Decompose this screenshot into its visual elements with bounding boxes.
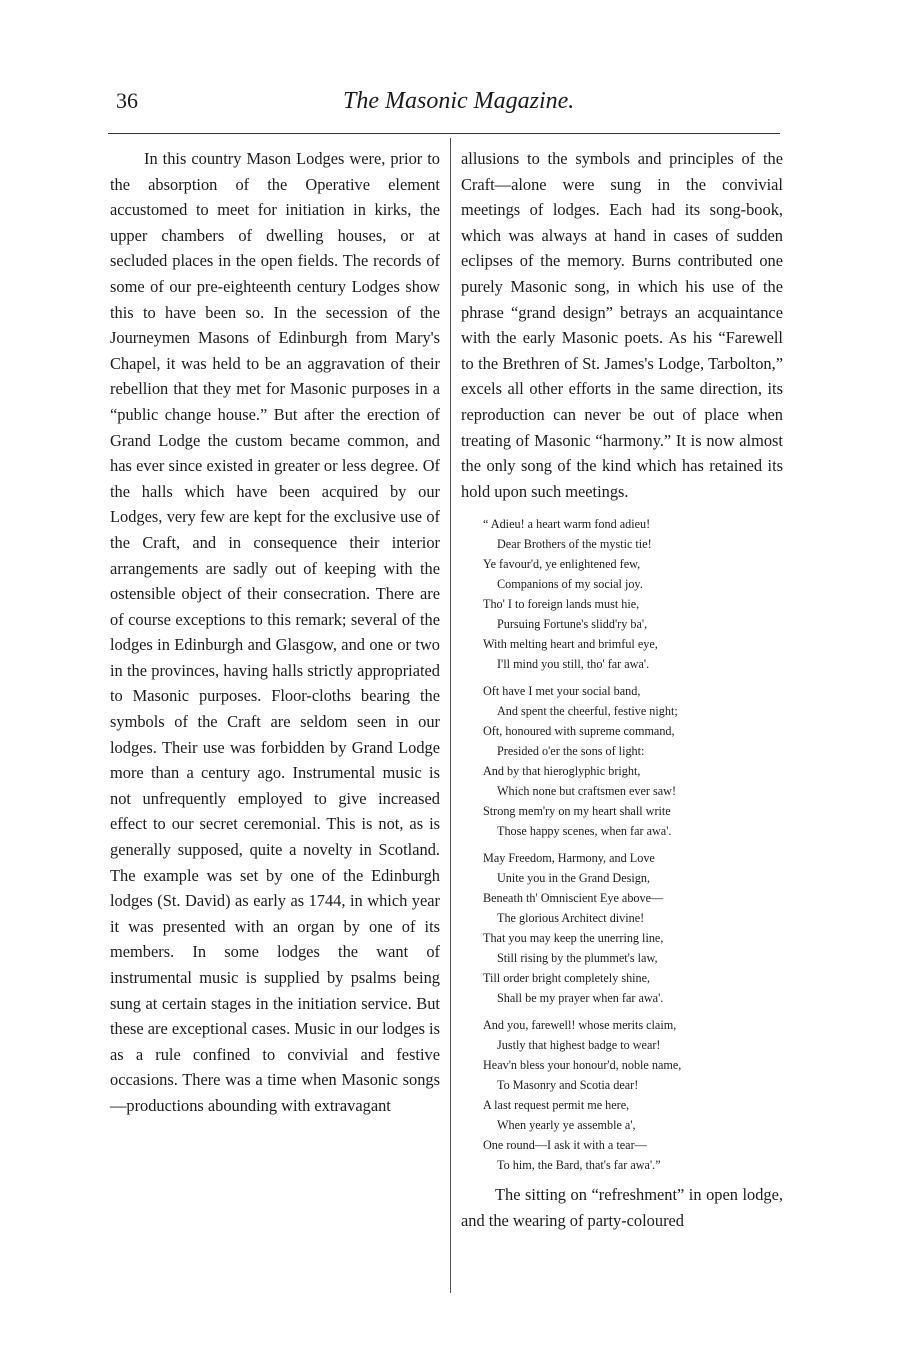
poem-line: Strong mem'ry on my heart shall write	[483, 804, 671, 819]
header-rule	[108, 133, 780, 134]
poem-line: May Freedom, Harmony, and Love	[483, 851, 655, 866]
poem-line: And by that hieroglyphic bright,	[483, 764, 641, 779]
poem-line: Shall be my prayer when far awa'.	[497, 991, 664, 1006]
poem-line: Pursuing Fortune's slidd'ry ba',	[497, 617, 648, 632]
poem-line: Those happy scenes, when far awa'.	[497, 824, 672, 839]
poem-line: A last request permit me here,	[483, 1098, 630, 1113]
running-title: The Masonic Magazine.	[343, 88, 575, 114]
poem-stanza-3	[483, 848, 783, 1008]
poem-line: And you, farewell! whose merits claim,	[483, 1018, 677, 1033]
poem-line: Oft, honoured with supreme command,	[483, 724, 675, 739]
poem-line: Oft have I met your social band,	[483, 684, 641, 699]
poem-stanza-1	[483, 514, 783, 674]
left-column	[110, 146, 440, 1119]
poem-line: The glorious Architect divine!	[497, 911, 645, 926]
body-paragraph-continued: allusions to the symbols and principles of the Craft—alone were sung in the convivial meetings of lodges. Each had its song-book, which was always at hand in cases of sudden eclipses of the memory. Burns contributed one purely Masonic song, in which his use of the phrase “grand design” betrays an acquaintance with the early Masonic poets. As his “Farewell to the Brethren of St. James's Lodge, Tarbolton,” excels all other efforts in the same direction, its reproduction can never be out of place when treating of Masonic “harmony.” It is now almost the only song of the kind which has retained its hold upon such meetings.	[461, 149, 783, 501]
poem-line: Still rising by the plummet's law,	[497, 951, 658, 966]
closing-paragraph	[461, 1182, 783, 1233]
poem-line: Till order bright completely shine,	[483, 971, 651, 986]
column-divider	[450, 138, 451, 1293]
poem-line: Dear Brothers of the mystic tie!	[497, 537, 652, 552]
poem	[483, 514, 783, 1175]
poem-line: I'll mind you still, tho' far awa'.	[497, 657, 650, 672]
poem-line: Tho' I to foreign lands must hie,	[483, 597, 640, 612]
page-header	[108, 88, 780, 128]
poem-line: Heav'n bless your honour'd, noble name,	[483, 1058, 682, 1073]
poem-line: To him, the Bard, that's far awa'.”	[497, 1158, 661, 1173]
poem-stanza-4	[483, 1015, 783, 1175]
body-paragraph-next: The sitting on “refreshment” in open lodge, and the wearing of party-coloured	[461, 1185, 783, 1230]
body-paragraph: In this country Mason Lodges were, prior to the absorption of the Operative element accustomed to meet for initiation in kirks, the upper chambers of dwelling houses, or at secluded places in the open fields. The records of some of our pre-eighteenth century Lodges show this to have been so. In the secession of the Journeymen Masons of Edinburgh from Mary's Chapel, it was held to be an aggravation of their rebellion that they met for Masonic purposes in a “public change house.” But after the erection of Grand Lodge the custom became common, and has ever since existed in greater or less degree. Of the halls which have been acquired by our Lodges, very few are kept for the exclusive use of the Craft, and in consequence their interior arrangements are sadly out of keeping with the ostensible object of their consecration. There are of course exceptions to this remark; several of the lodges in Edinburgh and Glasgow, and one or two in the provinces, having halls strictly appropriated to Masonic purposes. Floor-cloths bearing the symbols of the Craft are seldom seen in our lodges. Their use was forbidden by Grand Lodge more than a century ago. Instrumental music is not unfrequently employed to give increased effect to our secret ceremonial. This is not, as is generally supposed, quite a novelty in Scotland. The example was set by one of the Edinburgh lodges (St. David) as early as 1744, in which year it was presented with an organ by one of its members. In some lodges the want of instrumental music is supplied by psalms being sung at certain stages in the initiation service. But these are exceptional cases. Music in our lodges is as a rule confined to convivial and festive occasions. There was a time when Masonic songs—productions abounding with extravagant	[110, 149, 440, 1115]
poem-line: Justly that highest badge to wear!	[497, 1038, 661, 1053]
poem-line: When yearly ye assemble a',	[497, 1118, 636, 1133]
poem-line: One round—I ask it with a tear—	[483, 1138, 647, 1153]
poem-line: Ye favour'd, ye enlightened few,	[483, 557, 641, 572]
poem-line: Beneath th' Omniscient Eye above—	[483, 891, 664, 906]
right-column	[461, 146, 783, 1234]
poem-line: Unite you in the Grand Design,	[497, 871, 650, 886]
poem-line: Companions of my social joy.	[497, 577, 643, 592]
poem-line: With melting heart and brimful eye,	[483, 637, 658, 652]
poem-line: Which none but craftsmen ever saw!	[497, 784, 677, 799]
poem-line: To Masonry and Scotia dear!	[497, 1078, 639, 1093]
poem-line: That you may keep the unerring line,	[483, 931, 664, 946]
poem-line: “ Adieu! a heart warm fond adieu!	[483, 517, 651, 532]
poem-line: Presided o'er the sons of light:	[497, 744, 645, 759]
poem-line: And spent the cheerful, festive night;	[497, 704, 678, 719]
page-number: 36	[116, 88, 138, 113]
poem-stanza-2	[483, 681, 783, 841]
